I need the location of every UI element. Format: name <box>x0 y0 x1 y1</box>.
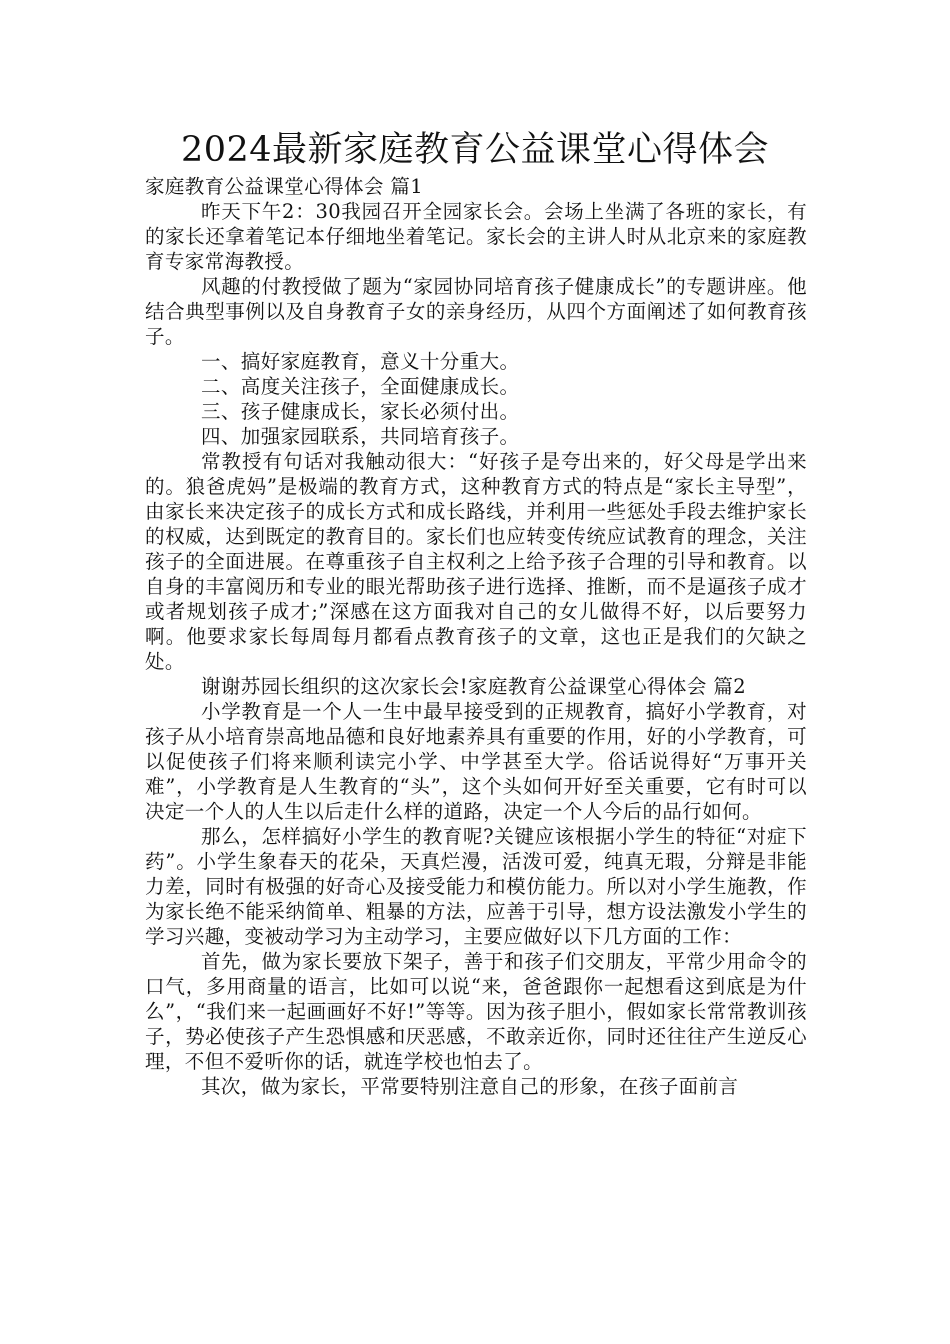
paragraph: 谢谢苏园长组织的这次家长会!家庭教育公益课堂心得体会 篇2 <box>201 675 747 698</box>
paragraph: 昨天下午2：30我园召开全园家长会。会场上坐满了各班的家长，有的家长还拿着笔记本仔细地坐着笔记。家长会的主讲人时从北京来的家庭教育专家常海教授。 <box>145 200 807 273</box>
paragraph: 其次，做为家长，平常要特别注意自己的形象，在孩子面前言 <box>201 1075 739 1098</box>
paragraph: 风趣的付教授做了题为“家园协同培育孩子健康成长”的专题讲座。他结合典型事例以及自身教育子女的亲身经历，从四个方面阐述了如何教育孩子。 <box>145 275 807 348</box>
list-item: 一、搞好家庭教育，意义十分重大。 <box>201 350 520 373</box>
paragraph: 小学教育是一个人一生中最早接受到的正规教育，搞好小学教育，对孩子从小培育崇高地品德和良好地素养具有重要的作用，好的小学教育，可以促使孩子们将来顺利读完小学、中学甚至大学。俗话说得好“万事开关难”，小学教育是人生教育的“头”，这个头如何开好至关重要，它有时可以决定一个人的人生以后走什么样的道路，决定一个人今后的品行如何。 <box>145 700 807 823</box>
document-title: 2024最新家庭教育公益课堂心得体会 <box>180 130 770 170</box>
paragraph: 那么，怎样搞好小学生的教育呢?关键应该根据小学生的特征“对症下药”。小学生象春天的花朵，天真烂漫，活泼可爱，纯真无瑕，分辩是非能力差，同时有极强的好奇心及接受能力和模仿能力。所以对小学生施教，作为家长绝不能采纳简单、粗暴的方法，应善于引导，想方设法激发小学生的学习兴趣，变被动学习为主动学习，主要应做好以下几方面的工作： <box>145 825 807 948</box>
section-heading: 家庭教育公益课堂心得体会 篇1 <box>145 175 424 198</box>
list-item: 二、高度关注孩子，全面健康成长。 <box>201 375 520 398</box>
document-body <box>145 174 807 1099</box>
paragraph: 常教授有句话对我触动很大：“好孩子是夸出来的，好父母是学出来的。狼爸虎妈”是极端的教育方式，这种教育方式的特点是“家长主导型”，由家长来决定孩子的成长方式和成长路线，并利用一些惩处手段去维护家长的权威，达到既定的教育目的。家长们也应转变传统应试教育的理念，关注孩子的全面进展。在尊重孩子自主权利之上给予孩子合理的引导和教育。以自身的丰富阅历和专业的眼光帮助孩子进行选择、推断，而不是逼孩子成才或者规划孩子成才;”深感在这方面我对自己的女儿做得不好，以后要努力啊。他要求家长每周每月都看点教育孩子的文章，这也正是我们的欠缺之处。 <box>145 450 807 673</box>
paragraph: 首先，做为家长要放下架子，善于和孩子们交朋友，平常少用命令的口气，多用商量的语言，比如可以说“来，爸爸跟你一起想看这到底是为什么”，“我们来一起画画好不好!”等等。因为孩子胆小，假如家长常常教训孩子，势必使孩子产生恐惧感和厌恶感，不敢亲近你，同时还往往产生逆反心理，不但不爱听你的话，就连学校也怕去了。 <box>145 950 807 1073</box>
list-item: 三、孩子健康成长，家长必须付出。 <box>201 400 520 423</box>
list-item: 四、加强家园联系，共同培育孩子。 <box>201 425 520 448</box>
